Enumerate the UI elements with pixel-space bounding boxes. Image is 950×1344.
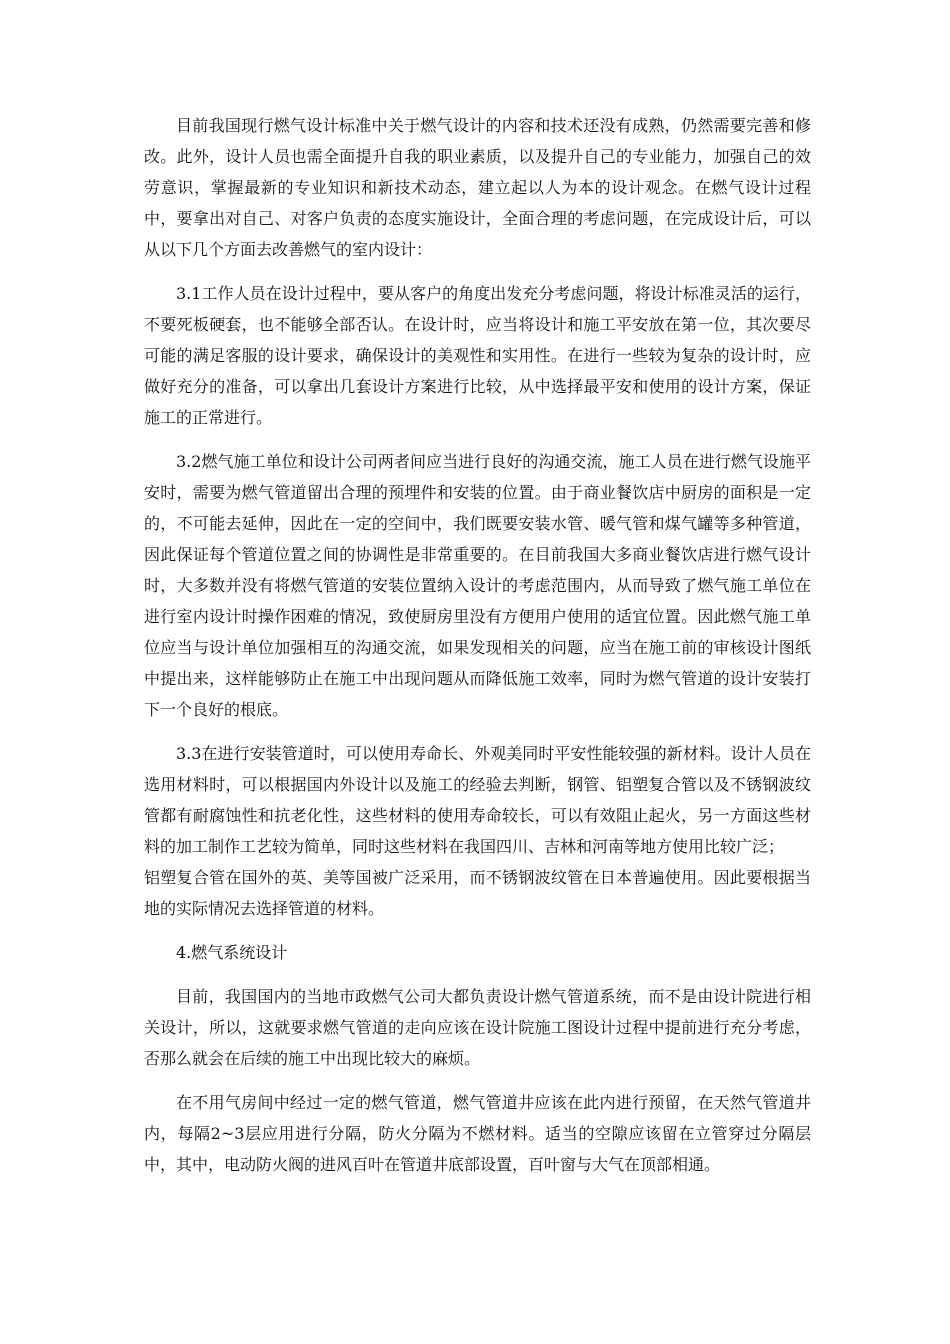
paragraph-3-3: 3.3在进行安装管道时，可以使用寿命长、外观美同时平安性能较强的新材料。设计人员在选用材料时，可以根据国内外设计以及施工的经验去判断，钢管、铝塑复合管以及不锈钢波纹管都有耐腐蚀性和抗老化性，这些材料的使用寿命较长，可以有效阻止起火，另一方面这些材料的加工制作工艺较为简单，同时这些材料在我国四川、吉林和河南等地方使用比较广泛；	[144, 744, 811, 856]
paragraph-3-1: 3.1工作人员在设计过程中，要从客户的角度出发充分考虑问题，将设计标准灵活的运行，不要死板硬套，也不能够全部否认。在设计时，应当将设计和施工平安放在第一位，其次要尽可能的满足客服的设计要求，确保设计的美观性和实用性。在进行一些较为复杂的设计时，应做好充分的准备，可以拿出几套设计方案进行比较，从中选择最平安和使用的设计方案，保证施工的正常进行。	[144, 284, 811, 427]
paragraph-3-3-continued: 铝塑复合管在国外的英、美等国被广泛采用，而不锈钢波纹管在日本普遍使用。因此要根据当地的实际情况去选择管道的材料。	[144, 868, 811, 918]
paragraph-3-2: 3.2燃气施工单位和设计公司两者间应当进行良好的沟通交流，施工人员在进行燃气设施平安时，需要为燃气管道留出合理的预埋件和安装的位置。由于商业餐饮店中厨房的面积是一定的，不可能去延伸，因此在一定的空间中，我们既要安装水管、暖气管和煤气罐等多种管道，因此保证每个管道位置之间的协调性是非常重要的。在目前我国大多商业餐饮店进行燃气设计时，大多数并没有将燃气管道的安装位置纳入设计的考虑范围内，从而导致了燃气施工单位在进行室内设计时操作困难的情况，致使厨房里没有方便用户使用的适宜位置。因此燃气施工单位应当与设计单位加强相互的沟通交流，如果发现相关的问题，应当在施工前的审核设计图纸中提出来，这样能够防止在施工中出现问题从而降低施工效率，同时为燃气管道的设计安装打下一个良好的根底。	[144, 452, 811, 719]
paragraph-system-design: 目前，我国国内的当地市政燃气公司大都负责设计燃气管道系统，而不是由设计院进行相关设计，所以，这就要求燃气管道的走向应该在设计院施工图设计过程中提前进行充分考虑，否那么就会在后续的施工中出现比较大的麻烦。	[144, 987, 811, 1068]
paragraph-intro: 目前我国现行燃气设计标准中关于燃气设计的内容和技术还没有成熟，仍然需要完善和修改。此外，设计人员也需全面提升自我的职业素质，以及提升自己的专业能力，加强自己的效劳意识，掌握最新的专业知识和新技术动态，建立起以人为本的设计观念。在燃气设计过程中，要拿出对自己、对客户负责的态度实施设计，全面合理的考虑问题，在完成设计后，可以从以下几个方面去改善燃气的室内设计：	[144, 116, 811, 259]
section-heading: 4.燃气系统设计	[176, 943, 288, 962]
paragraph-pipe-shaft: 在不用气房间中经过一定的燃气管道，燃气管道井应该在此内进行预留，在天然气管道井内，每隔2~3层应用进行分隔，防火分隔为不燃材料。适当的空隙应该留在立管穿过分隔层中，其中，电动防火阀的进风百叶在管道井底部设置，百叶窗与大气在顶部相通。	[144, 1093, 811, 1174]
